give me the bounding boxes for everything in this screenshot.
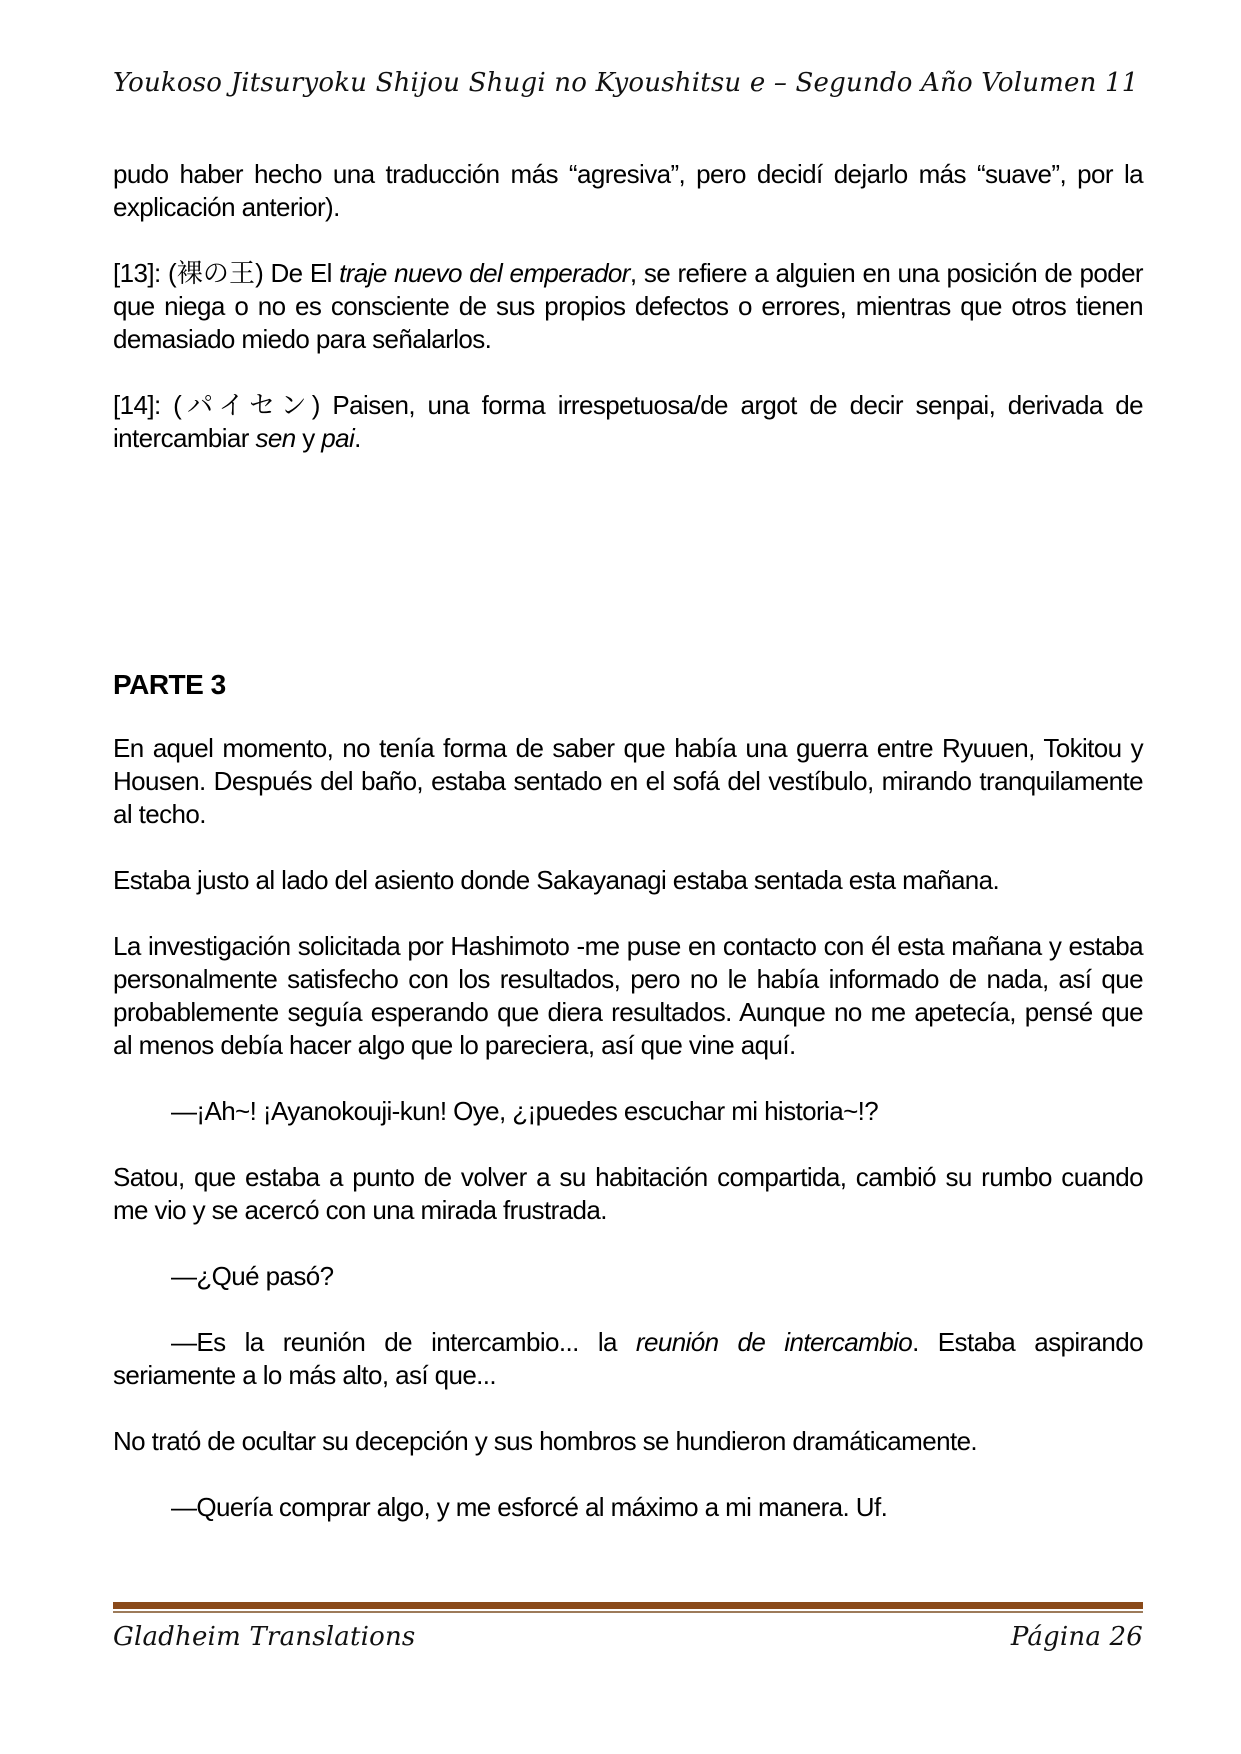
- footer-translator-credit: Gladheim Translations: [113, 1622, 416, 1652]
- section-heading: PARTE 3: [113, 669, 226, 700]
- page-footer: [113, 1602, 1143, 1652]
- section-break-spacer: [113, 488, 1143, 668]
- footer-page-number: Página 26: [1010, 1622, 1143, 1652]
- footer-rule-thick: [113, 1602, 1143, 1609]
- italic-run: pai: [321, 423, 355, 453]
- translator-note-13: [13]: (裸の王) De El traje nuevo del emperador, se refiere a alguien en una posición de poder que niega o no es consciente de sus propios defectos o errores, mientras que otros tienen demasiado miedo para señalarlos.: [113, 258, 1143, 354]
- translator-note-14: [14]: (パイセン) Paisen, una forma irrespetuosa/de argot de decir senpai, derivada de intercambiar sen y pai.: [113, 390, 1143, 453]
- paragraph: La investigación solicitada por Hashimoto -me puse en contacto con él esta mañana y estaba personalmente satisfecho con los resultados, pero no le había informado de nada, así que probablemente seguía esperando que diera resultados. Aunque no me apetecía, pensé que al menos debía hacer algo que lo pareciera, así que vine aquí.: [113, 931, 1143, 1060]
- dialogue-line: —¡Ah~! ¡Ayanokouji-kun! Oye, ¿¡puedes escuchar mi historia~!?: [171, 1096, 879, 1126]
- italic-run: traje nuevo del emperador: [339, 258, 630, 288]
- dialogue-line: —¿Qué pasó?: [171, 1261, 334, 1291]
- paragraph-continuation: pudo haber hecho una traducción más “agresiva”, pero decidí dejarlo más “suave”, por la explicación anterior).: [113, 159, 1143, 222]
- italic-run: sen: [255, 423, 296, 453]
- paragraph: Satou, que estaba a punto de volver a su habitación compartida, cambió su rumbo cuando me vio y se acercó con una mirada frustrada.: [113, 1162, 1143, 1225]
- page-header-title: Youkoso Jitsuryoku Shijou Shugi no Kyoushitsu e – Segundo Año Volumen 11: [113, 68, 1139, 98]
- paragraph: Estaba justo al lado del asiento donde Sakayanagi estaba sentada esta mañana.: [113, 865, 1000, 895]
- page-body: [113, 158, 1143, 1557]
- italic-run: reunión de intercambio: [635, 1327, 913, 1357]
- footer-rule-thin: [113, 1611, 1143, 1613]
- paragraph: En aquel momento, no tenía forma de saber que había una guerra entre Ryuuen, Tokitou y Housen. Después del baño, estaba sentado en el sofá del vestíbulo, mirando tranquilamente al techo.: [113, 733, 1143, 829]
- paragraph: No trató de ocultar su decepción y sus hombros se hundieron dramáticamente.: [113, 1426, 978, 1456]
- dialogue-line: —Es la reunión de intercambio... la reunión de intercambio. Estaba aspirando seriamente a lo más alto, así que...: [113, 1327, 1144, 1390]
- dialogue-line: —Quería comprar algo, y me esforcé al máximo a mi manera. Uf.: [171, 1492, 888, 1522]
